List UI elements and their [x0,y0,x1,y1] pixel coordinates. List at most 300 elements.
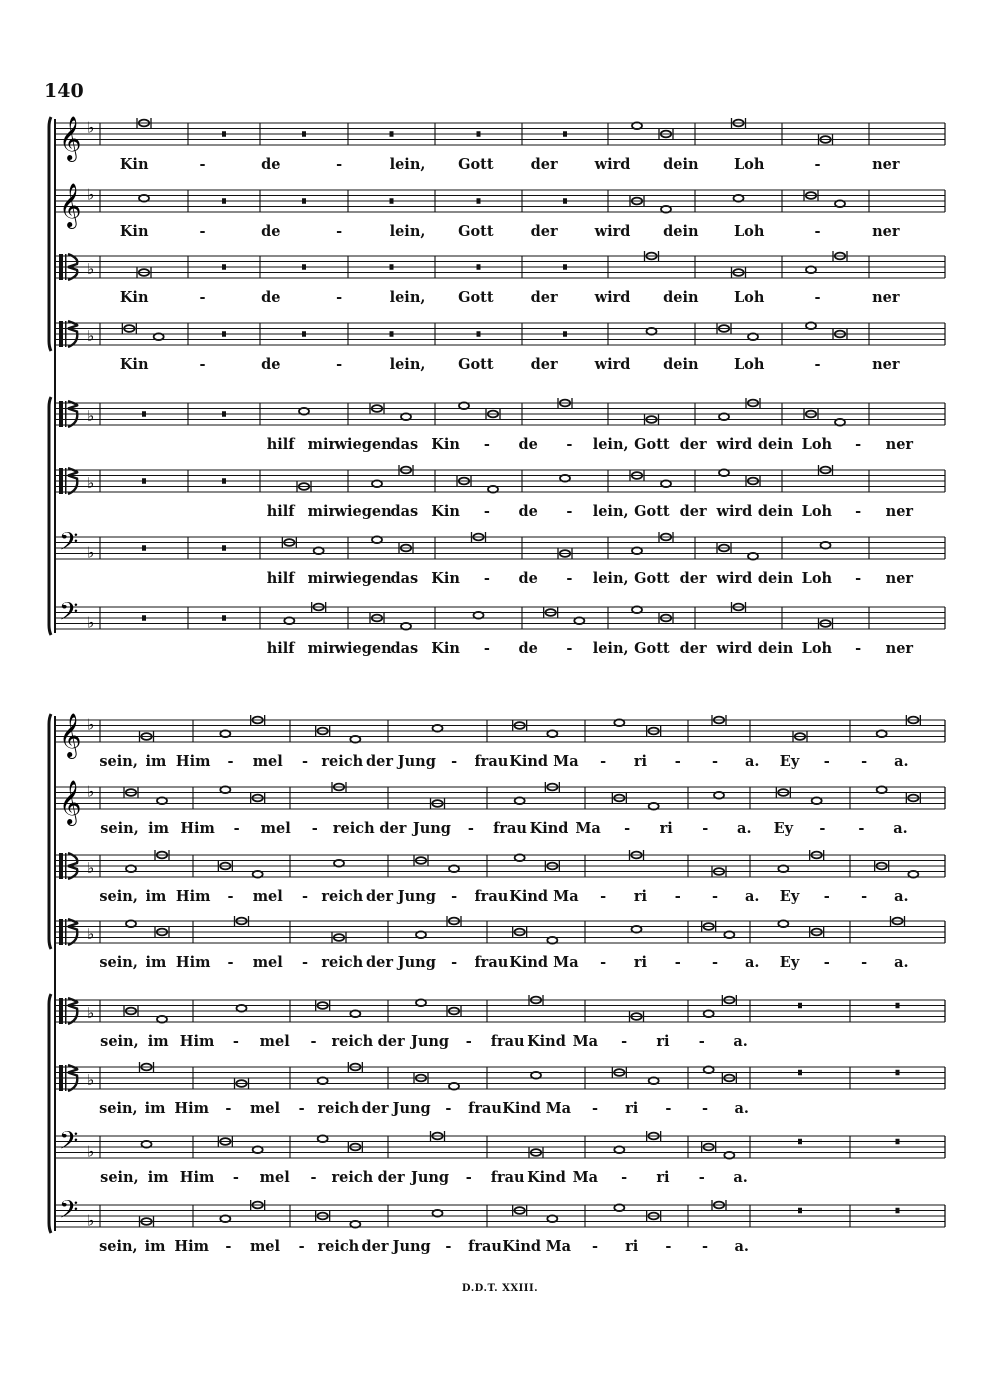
lyric-syllable: - [483,640,490,657]
lyric-syllable: Ma [545,1238,572,1255]
rest-icon [142,615,146,621]
staff [55,116,945,173]
rest-icon [477,131,481,137]
lyric-syllable: Him [174,1100,209,1117]
lyric-syllable: Him [179,1033,215,1050]
lyric-syllable: Kin [119,223,149,240]
rest-icon [390,264,394,270]
lyric-syllable: reich [321,954,364,971]
lyric-syllable: - [701,1238,709,1255]
lyric-syllable: - [814,356,821,373]
flat-icon: ♭ [87,1070,95,1089]
lyric-syllable: Jung [412,820,451,837]
lyric-syllable: - [600,954,607,971]
lyric-syllable: a. [894,753,909,770]
lyric-syllable: a. [894,888,909,905]
lyric-syllable: ri [625,1238,639,1255]
lyric-syllable: der [366,753,394,770]
lyric-syllable: ner [872,356,900,373]
rest-icon [222,615,226,621]
rest-icon [390,131,394,137]
staff [55,183,945,240]
lyric-syllable: Kind [509,888,549,905]
lyric-syllable: - [311,820,318,837]
rest-icon [390,198,394,204]
lyric-syllable: der [679,570,707,587]
lyric-syllable: a. [737,820,752,837]
lyric-syllable: frau [474,954,509,971]
lyric-syllable: Kin [431,503,460,520]
lyric-syllable: - [566,436,573,453]
lyric-syllable: - [698,1169,705,1186]
lyric-syllable: a. [745,954,760,971]
lyric-syllable: - [310,1033,317,1050]
lyric-syllable: Him [175,753,211,770]
lyric-syllable: de [261,356,281,373]
lyric-syllable: im [147,1033,169,1050]
lyric-syllable: Gott [634,436,670,453]
rest-icon [563,331,567,337]
lyric-syllable: Loh [733,223,765,240]
lyric-syllable: Loh [733,356,765,373]
lyric-syllable: sein, [99,954,138,971]
staff-bracket [49,994,51,1233]
rest-icon [798,1070,802,1076]
lyric-syllable: Ma [575,820,601,837]
lyric-syllable: - [621,1169,628,1186]
lyric-syllable: der [530,156,558,173]
flat-icon: ♭ [87,782,95,801]
bass-clef-icon: 𝄢 [59,527,79,563]
lyric-syllable: frau [474,753,509,770]
lyric-syllable: - [861,753,868,770]
lyric-syllable: Ma [572,1033,599,1050]
lyric-syllable: - [336,223,343,240]
lyric-syllable: reich [331,1033,374,1050]
lyric-syllable: de [518,503,538,520]
lyric-syllable: Loh [801,436,833,453]
staff-bracket [49,714,51,949]
lyric-syllable: Loh [801,503,833,520]
staff [55,528,945,587]
rest-icon [222,264,226,270]
lyric-syllable: der [366,888,394,905]
lyric-syllable: lein, [592,640,629,657]
rest-icon [302,264,306,270]
lyric-syllable: - [298,1238,305,1255]
flat-icon: ♭ [87,473,95,492]
lyric-syllable: - [855,436,862,453]
lyric-syllable: hilf [266,436,295,453]
rest-icon [302,331,306,337]
lyric-syllable: Gott [458,156,494,173]
lyric-syllable: - [199,223,206,240]
lyric-syllable: ri [659,820,673,837]
lyric-syllable: - [233,820,240,837]
staff [55,251,945,306]
lyric-syllable: Ma [553,954,579,971]
treble-clef-icon: 𝄞 [59,713,82,757]
lyric-syllable: sein, [100,1033,139,1050]
lyric-syllable: a. [733,1169,748,1186]
lyric-syllable: der [530,289,558,306]
lyric-syllable: Ma [553,888,579,905]
lyric-syllable: wiegen [334,640,392,657]
lyric-syllable: mir [307,436,337,453]
lyric-syllable: - [227,888,234,905]
lyric-syllable: frau [468,1238,502,1255]
lyric-syllable: dein [757,436,794,453]
lyric-syllable: mir [307,503,337,520]
staff [55,916,945,971]
lyric-syllable: mel [259,1033,290,1050]
lyric-syllable: de [518,436,538,453]
flat-icon: ♭ [87,1211,95,1230]
lyric-syllable: - [621,1033,628,1050]
lyric-syllable: - [819,820,826,837]
lyric-syllable: - [701,1100,709,1117]
lyric-syllable: dein [663,289,699,306]
lyric-syllable: - [711,888,719,905]
score-system [49,713,945,1255]
lyric-syllable: ner [872,289,900,306]
lyric-syllable: Kind [527,1033,566,1050]
lyric-syllable: - [861,954,868,971]
lyric-syllable: Ey [779,954,800,971]
lyric-syllable: - [445,1238,452,1255]
flat-icon: ♭ [87,715,95,734]
lyric-syllable: Him [175,888,211,905]
rest-icon [896,1003,900,1009]
lyric-syllable: - [232,1169,239,1186]
lyric-syllable: Ey [779,753,800,770]
lyric-syllable: wiegen [334,436,392,453]
lyric-syllable: der [679,640,707,657]
flat-icon: ♭ [87,118,95,137]
footer-label: D.D.T. XXIII. [461,1283,539,1294]
lyric-syllable: Jung [397,954,436,971]
lyric-syllable: wiegen [334,503,392,520]
lyric-syllable: mel [252,753,283,770]
rest-icon [477,264,481,270]
lyric-syllable: der [530,356,558,373]
lyric-syllable: Gott [634,570,670,587]
lyric-syllable: - [855,570,862,587]
lyric-syllable: - [702,820,709,837]
flat-icon: ♭ [87,185,95,204]
lyric-syllable: dein [757,503,794,520]
lyric-syllable: im [144,1100,166,1117]
lyric-syllable: Him [179,1169,215,1186]
lyric-syllable: Gott [458,223,494,240]
lyric-syllable: wird [716,640,753,657]
lyric-syllable: frau [493,820,527,837]
lyric-syllable: - [823,954,830,971]
lyric-syllable: Gott [634,503,670,520]
lyric-syllable: ri [625,1100,639,1117]
lyric-syllable: sein, [100,1169,139,1186]
lyric-syllable: ner [885,570,914,587]
lyric-syllable: reich [321,888,364,905]
lyric-syllable: der [679,436,707,453]
staff [55,1127,945,1186]
lyric-syllable: - [227,954,234,971]
lyric-syllable: Loh [801,640,833,657]
lyric-syllable: lein, [389,223,426,240]
rest-icon [390,331,394,337]
lyric-syllable: der [366,954,394,971]
lyric-syllable: wird [594,223,631,240]
lyric-syllable: Jung [410,1033,450,1050]
lyric-syllable: wiegen [334,570,392,587]
flat-icon: ♭ [87,858,95,877]
lyric-syllable: der [530,223,558,240]
flat-icon: ♭ [87,326,95,345]
staff [55,465,945,520]
flat-icon: ♭ [87,406,95,425]
lyric-syllable: Jung [392,1100,431,1117]
lyric-syllable: frau [468,1100,502,1117]
lyric-syllable: ri [656,1033,670,1050]
rest-icon [142,545,146,551]
lyric-syllable: Gott [458,289,494,306]
lyric-syllable: Kin [431,570,460,587]
lyric-syllable: - [483,436,490,453]
lyric-syllable: - [814,289,821,306]
lyric-syllable: - [665,1100,672,1117]
rest-icon [563,198,567,204]
flat-icon: ♭ [87,259,95,278]
rest-icon [222,545,226,551]
lyric-syllable: ner [885,503,914,520]
lyric-syllable: Kin [119,356,149,373]
lyric-syllable: Kind [529,820,569,837]
lyric-syllable: - [465,1169,472,1186]
lyric-syllable: de [518,570,538,587]
lyric-syllable: Jung [397,888,436,905]
lyric-syllable: wird [594,289,631,306]
lyric-syllable: a. [733,1033,748,1050]
lyric-syllable: frau [490,1033,525,1050]
lyric-syllable: reich [332,820,375,837]
lyric-syllable: Loh [733,289,765,306]
staff [55,598,945,657]
lyric-syllable: de [261,223,281,240]
staff [55,1062,945,1117]
lyric-syllable: - [823,888,830,905]
lyric-syllable: Kin [431,436,460,453]
lyric-syllable: ner [872,223,900,240]
rest-icon [477,331,481,337]
lyric-syllable: lein, [389,156,426,173]
lyric-syllable: mir [307,640,337,657]
lyric-syllable: Kind [509,954,549,971]
rest-icon [896,1139,900,1145]
lyric-syllable: mir [307,570,337,587]
lyric-syllable: - [451,954,458,971]
lyric-syllable: Him [175,954,211,971]
lyric-syllable: wird [716,503,753,520]
lyric-syllable: Him [180,820,215,837]
lyric-syllable: mel [252,888,283,905]
lyric-syllable: lein, [389,356,426,373]
lyric-syllable: hilf [266,503,295,520]
lyric-syllable: das [390,570,419,587]
rest-icon [142,411,146,417]
lyric-syllable: sein, [99,1238,138,1255]
lyric-syllable: dein [663,356,699,373]
lyric-syllable: - [698,1033,705,1050]
lyric-syllable: - [227,753,234,770]
lyric-syllable: de [518,640,538,657]
lyric-syllable: - [225,1238,232,1255]
rest-icon [798,1208,802,1214]
rest-icon [477,198,481,204]
staff [55,995,945,1050]
lyric-syllable: - [566,570,573,587]
lyric-syllable: Ma [572,1169,599,1186]
rest-icon [222,478,226,484]
treble-clef-icon: 𝄞 [59,116,82,160]
flat-icon: ♭ [87,924,95,943]
lyric-syllable: - [301,753,309,770]
lyric-syllable: mel [249,1238,281,1255]
lyric-syllable: Ma [553,753,579,770]
lyric-syllable: reich [321,753,364,770]
lyric-syllable: wird [594,156,631,173]
lyric-syllable: Kind [502,1238,542,1255]
lyric-syllable: das [390,503,419,520]
rest-icon [798,1003,802,1009]
lyric-syllable: - [465,1033,472,1050]
lyric-syllable: - [624,820,631,837]
lyric-syllable: wird [594,356,631,373]
lyric-syllable: - [814,223,821,240]
lyric-syllable: wird [716,436,753,453]
page-number: 140 [44,80,84,102]
rest-icon [222,331,226,337]
lyric-syllable: - [566,640,573,657]
staff-bracket [49,397,51,635]
lyric-syllable: - [855,640,862,657]
lyric-syllable: dein [663,156,699,173]
lyric-syllable: - [674,954,681,971]
lyric-syllable: das [390,640,419,657]
score-system [49,116,945,657]
lyric-syllable: wird [716,570,753,587]
rest-icon [563,264,567,270]
bass-clef-icon: 𝄢 [59,1195,79,1231]
bass-clef-icon: 𝄢 [59,597,79,633]
lyric-syllable: - [858,820,865,837]
staff [55,713,945,770]
staff-bracket [49,117,51,351]
lyric-syllable: mel [252,954,283,971]
lyric-syllable: - [483,570,490,587]
lyric-syllable: - [600,753,607,770]
lyric-syllable: - [301,888,309,905]
rest-icon [302,198,306,204]
lyric-syllable: - [445,1100,452,1117]
rest-icon [798,1139,802,1145]
lyric-syllable: mel [259,1169,290,1186]
staff [55,780,945,837]
lyric-syllable: - [467,820,474,837]
lyric-syllable: frau [490,1169,525,1186]
lyric-syllable: a. [734,1100,749,1117]
staff [55,850,945,905]
lyric-syllable: - [861,888,868,905]
lyric-syllable: das [390,436,419,453]
flat-icon: ♭ [87,1003,95,1022]
lyric-syllable: dein [757,640,794,657]
staff [55,1196,945,1255]
lyric-syllable: a. [894,954,909,971]
lyric-syllable: Kin [119,156,149,173]
lyric-syllable: Jung [410,1169,450,1186]
lyric-syllable: im [145,753,167,770]
rest-icon [222,131,226,137]
lyric-syllable: - [665,1238,672,1255]
lyric-syllable: reich [317,1100,360,1117]
lyric-syllable: - [814,156,821,173]
lyric-syllable: der [377,1033,405,1050]
flat-icon: ♭ [87,1142,95,1161]
lyric-syllable: Kin [431,640,460,657]
lyric-syllable: der [379,820,407,837]
lyric-syllable: Ey [773,820,794,837]
lyric-syllable: Him [174,1238,209,1255]
lyric-syllable: frau [474,888,509,905]
lyric-syllable: Kind [509,753,549,770]
lyric-syllable: - [199,156,206,173]
rest-icon [222,411,226,417]
lyric-syllable: - [591,1100,599,1117]
flat-icon: ♭ [87,613,95,632]
lyric-syllable: sein, [99,753,138,770]
rest-icon [222,198,226,204]
lyric-syllable: de [261,289,281,306]
lyric-syllable: a. [745,753,760,770]
lyric-syllable: - [232,1033,239,1050]
lyric-syllable: - [336,289,343,306]
lyric-syllable: - [711,753,719,770]
lyric-syllable: Kind [527,1169,566,1186]
rest-icon [142,478,146,484]
lyric-syllable: - [711,954,719,971]
lyric-syllable: hilf [266,570,295,587]
lyric-syllable: dein [757,570,794,587]
lyric-syllable: der [679,503,707,520]
treble-clef-icon: 𝄞 [59,183,82,227]
lyric-syllable: reich [317,1238,360,1255]
lyric-syllable: ri [633,954,648,971]
lyric-syllable: - [199,289,206,306]
lyric-syllable: im [147,1169,169,1186]
rest-icon [896,1208,900,1214]
lyric-syllable: sein, [100,820,139,837]
lyric-syllable: Jung [397,753,436,770]
lyric-syllable: - [310,1169,317,1186]
lyric-syllable: - [600,888,607,905]
lyric-syllable: - [451,888,458,905]
rest-icon [563,131,567,137]
lyric-syllable: ner [872,156,900,173]
lyric-syllable: a. [745,888,760,905]
lyric-syllable: Jung [392,1238,431,1255]
lyric-syllable: ner [885,640,914,657]
lyric-syllable: ri [633,753,648,770]
